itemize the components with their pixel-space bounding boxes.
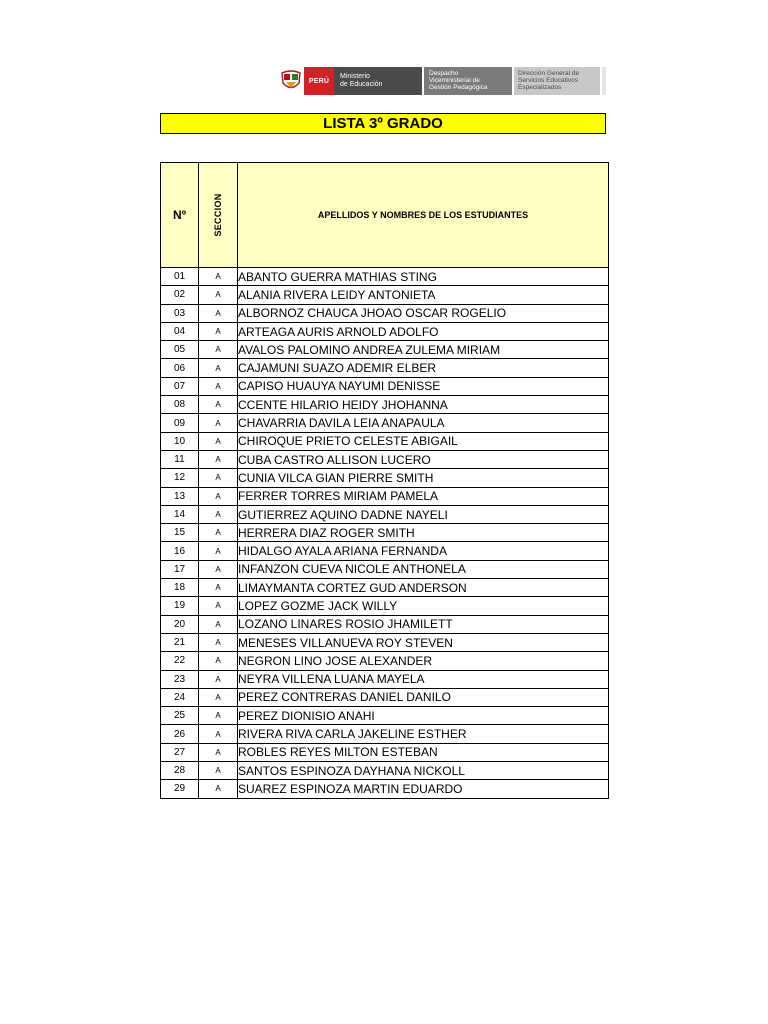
row-section: A [199,542,238,560]
page-title: LISTA 3º GRADO [160,113,606,134]
row-number: 16 [161,542,199,560]
table-row [161,505,609,523]
row-number: 19 [161,597,199,615]
row-section: A [199,469,238,487]
row-student-name: ALANIA RIVERA LEIDY ANTONIETA [238,286,609,304]
row-section: A [199,743,238,761]
table-row [161,670,609,688]
table-row [161,707,609,725]
row-section: A [199,633,238,651]
student-table [160,162,609,799]
row-section: A [199,505,238,523]
row-student-name: PEREZ CONTRERAS DANIEL DANILO [238,688,609,706]
row-section: A [199,487,238,505]
row-section: A [199,560,238,578]
office-label [424,67,512,95]
row-section: A [199,707,238,725]
row-number: 03 [161,304,199,322]
row-number: 18 [161,579,199,597]
row-number: 02 [161,286,199,304]
table-row [161,322,609,340]
row-section: A [199,450,238,468]
table-row [161,359,609,377]
table-row [161,780,609,798]
row-number: 13 [161,487,199,505]
table-row [161,469,609,487]
row-section: A [199,615,238,633]
peru-label: PERÚ [304,67,334,95]
row-student-name: MENESES VILLANUEVA ROY STEVEN [238,633,609,651]
direction-label [514,67,600,95]
row-section: A [199,597,238,615]
row-student-name: ARTEAGA AURIS ARNOLD ADOLFO [238,322,609,340]
row-number: 14 [161,505,199,523]
row-section: A [199,322,238,340]
row-number: 07 [161,377,199,395]
row-student-name: CUBA CASTRO ALLISON LUCERO [238,450,609,468]
table-row [161,725,609,743]
row-number: 05 [161,341,199,359]
office-line-2: Viceministerial de [429,77,480,84]
row-section: A [199,359,238,377]
table-row [161,762,609,780]
row-student-name: CAPISO HUAUYA NAYUMI DENISSE [238,377,609,395]
coat-of-arms-icon [278,67,304,95]
row-student-name: NEYRA VILLENA LUANA MAYELA [238,670,609,688]
row-number: 27 [161,743,199,761]
row-section: A [199,432,238,450]
table-row [161,450,609,468]
row-section: A [199,304,238,322]
table-header-row [161,163,609,268]
table-row [161,341,609,359]
row-number: 20 [161,615,199,633]
row-number: 24 [161,688,199,706]
row-section: A [199,762,238,780]
row-section: A [199,652,238,670]
row-section: A [199,725,238,743]
table-row [161,633,609,651]
table-row [161,579,609,597]
row-student-name: SANTOS ESPINOZA DAYHANA NICKOLL [238,762,609,780]
row-student-name: FERRER TORRES MIRIAM PAMELA [238,487,609,505]
row-section: A [199,396,238,414]
table-body [161,268,609,799]
row-number: 06 [161,359,199,377]
row-section: A [199,268,238,286]
table-row [161,432,609,450]
row-student-name: GUTIERREZ AQUINO DADNE NAYELI [238,505,609,523]
row-student-name: SUAREZ ESPINOZA MARTIN EDUARDO [238,780,609,798]
column-header-section [199,163,238,268]
row-section: A [199,414,238,432]
table-row [161,688,609,706]
row-student-name: LOZANO LINARES ROSIO JHAMILETT [238,615,609,633]
table-row [161,414,609,432]
row-student-name: ROBLES REYES MILTON ESTEBAN [238,743,609,761]
row-section: A [199,286,238,304]
ministry-line-1: Ministerio [340,73,370,80]
office-line-1: Despacho [429,70,459,77]
row-number: 08 [161,396,199,414]
row-number: 12 [161,469,199,487]
table-row [161,743,609,761]
row-section: A [199,579,238,597]
row-number: 15 [161,524,199,542]
row-number: 21 [161,633,199,651]
row-number: 26 [161,725,199,743]
row-student-name: CUNIA VILCA GIAN PIERRE SMITH [238,469,609,487]
row-section: A [199,377,238,395]
row-section: A [199,688,238,706]
ministry-line-2: de Educación [340,81,383,88]
row-number: 17 [161,560,199,578]
table-row [161,286,609,304]
row-number: 09 [161,414,199,432]
row-student-name: INFANZON CUEVA NICOLE ANTHONELA [238,560,609,578]
row-student-name: RIVERA RIVA CARLA JAKELINE ESTHER [238,725,609,743]
banner-end-strip [602,67,606,95]
office-line-3: Gestión Pedagógica [429,84,488,91]
table-row [161,597,609,615]
table-row [161,268,609,286]
column-header-section-label: SECCION [213,193,223,237]
row-number: 28 [161,762,199,780]
direction-line-1: Dirección General de [518,70,580,77]
row-student-name: LOPEZ GOZME JACK WILLY [238,597,609,615]
row-student-name: CAJAMUNI SUAZO ADEMIR ELBER [238,359,609,377]
row-number: 25 [161,707,199,725]
row-student-name: AVALOS PALOMINO ANDREA ZULEMA MIRIAM [238,341,609,359]
table-row [161,304,609,322]
row-section: A [199,670,238,688]
direction-line-3: Especializados [518,84,562,91]
row-student-name: PEREZ DIONISIO ANAHI [238,707,609,725]
row-student-name: HERRERA DIAZ ROGER SMITH [238,524,609,542]
column-header-names: APELLIDOS Y NOMBRES DE LOS ESTUDIANTES [238,163,609,268]
table-row [161,560,609,578]
row-number: 29 [161,780,199,798]
table-row [161,524,609,542]
row-student-name: ABANTO GUERRA MATHIAS STING [238,268,609,286]
row-number: 23 [161,670,199,688]
row-student-name: ALBORNOZ CHAUCA JHOAO OSCAR ROGELIO [238,304,609,322]
row-section: A [199,780,238,798]
row-student-name: CCENTE HILARIO HEIDY JHOHANNA [238,396,609,414]
direction-line-2: Servicios Educativos [518,77,578,84]
row-student-name: NEGRON LINO JOSE ALEXANDER [238,652,609,670]
table-row [161,652,609,670]
ministry-label [334,67,422,95]
table-row [161,396,609,414]
column-header-number: Nº [161,163,199,268]
table-row [161,487,609,505]
row-number: 22 [161,652,199,670]
row-number: 01 [161,268,199,286]
row-student-name: HIDALGO AYALA ARIANA FERNANDA [238,542,609,560]
table-row [161,615,609,633]
row-student-name: CHAVARRIA DAVILA LEIA ANAPAULA [238,414,609,432]
ministry-banner [278,67,606,95]
row-number: 11 [161,450,199,468]
table-row [161,542,609,560]
row-student-name: LIMAYMANTA CORTEZ GUD ANDERSON [238,579,609,597]
row-student-name: CHIROQUE PRIETO CELESTE ABIGAIL [238,432,609,450]
table-row [161,377,609,395]
row-section: A [199,524,238,542]
row-section: A [199,341,238,359]
row-number: 04 [161,322,199,340]
row-number: 10 [161,432,199,450]
